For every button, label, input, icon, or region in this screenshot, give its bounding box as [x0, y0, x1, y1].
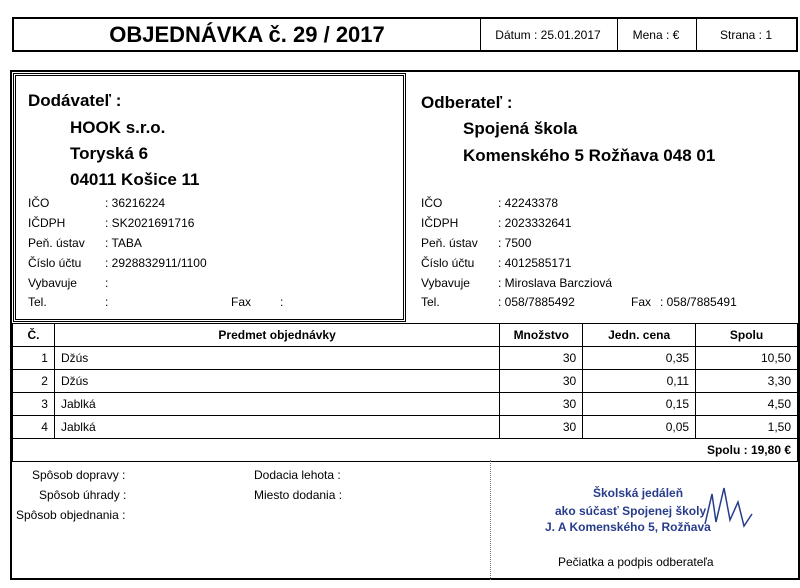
- order-items-table: [12, 323, 798, 462]
- row-number: 1: [13, 347, 55, 370]
- row-total: 10,50: [696, 347, 798, 370]
- table-row: [13, 370, 798, 393]
- customer-ico-label: IČO: [421, 196, 443, 210]
- ordering-label: Spôsob objednania :: [16, 508, 126, 522]
- row-quantity: 30: [500, 393, 583, 416]
- row-item: Džús: [54, 347, 499, 370]
- supplier-tel-value: :: [105, 295, 109, 309]
- handwritten-signature: [700, 484, 760, 534]
- stamp-line-3: J. A Komenského 5, Rožňava: [545, 520, 711, 534]
- delivery-place-label: Miesto dodania :: [254, 488, 343, 502]
- supplier-city: 04011 Košice 11: [70, 170, 200, 189]
- order-title: OBJEDNÁVKA č. 29 / 2017: [109, 21, 385, 47]
- col-total-header: Spolu: [696, 324, 798, 347]
- customer-account-value: : 4012585171: [498, 256, 572, 270]
- row-unit-price: 0,35: [583, 347, 696, 370]
- stamp-line-1: Školská jedáleň: [593, 486, 684, 500]
- supplier-contact-value: :: [105, 276, 109, 290]
- supplier-account-label: Číslo účtu: [28, 256, 82, 270]
- table-row: [13, 416, 798, 439]
- table-row: [13, 347, 798, 370]
- supplier-ico-label: IČO: [28, 196, 50, 210]
- customer-fax-value: : 058/7885491: [660, 295, 737, 309]
- customer-ico-value: : 42243378: [498, 196, 559, 210]
- col-unit-price-header: Jedn. cena: [583, 324, 696, 347]
- sum-row: [13, 439, 798, 462]
- supplier-ico-value: : 36216224: [105, 196, 166, 210]
- row-quantity: 30: [500, 347, 583, 370]
- col-quantity-header: Množstvo: [500, 324, 583, 347]
- supplier-bank-value: : TABA: [105, 236, 142, 250]
- document-header: [12, 17, 798, 52]
- customer-contact-value: : Miroslava Barcziová: [498, 276, 613, 290]
- order-currency: Mena : €: [632, 27, 680, 42]
- transport-label: Spôsob dopravy :: [32, 468, 126, 482]
- order-date: Dátum : 25.01.2017: [495, 27, 601, 42]
- customer-address: Komenského 5 Rožňava 048 01: [463, 146, 716, 165]
- stamp-line-2: ako súčasť Spojenej školy: [555, 504, 707, 518]
- row-unit-price: 0,11: [583, 370, 696, 393]
- supplier-bank-label: Peň. ústav: [28, 236, 85, 250]
- table-row: [13, 393, 798, 416]
- supplier-street: Toryská 6: [70, 144, 149, 163]
- row-number: 3: [13, 393, 55, 416]
- supplier-contact-label: Vybavuje: [28, 276, 77, 290]
- customer-contact-label: Vybavuje: [421, 276, 470, 290]
- signature-divider: [490, 460, 491, 580]
- row-unit-price: 0,15: [583, 393, 696, 416]
- order-sum: Spolu : 19,80 €: [13, 439, 798, 462]
- row-total: 1,50: [696, 416, 798, 439]
- table-header-row: [13, 324, 798, 347]
- customer-tel-value: : 058/7885492: [498, 295, 575, 309]
- signature-label: Pečiatka a podpis odberateľa: [558, 555, 714, 569]
- customer-icdph-value: : 2023332641: [498, 216, 572, 230]
- supplier-tel-label: Tel.: [28, 295, 47, 309]
- supplier-icdph-value: : SK2021691716: [105, 216, 195, 230]
- customer-bank-value: : 7500: [498, 236, 532, 250]
- row-total: 3,30: [696, 370, 798, 393]
- customer-fax-label: Fax: [631, 295, 652, 309]
- customer-tel-label: Tel.: [421, 295, 440, 309]
- row-total: 4,50: [696, 393, 798, 416]
- supplier-account-value: : 2928832911/1100: [105, 256, 207, 270]
- row-number: 2: [13, 370, 55, 393]
- customer-heading: Odberateľ :: [421, 93, 513, 112]
- customer-account-label: Číslo účtu: [421, 256, 475, 270]
- row-item: Džús: [54, 370, 499, 393]
- page-number: Strana : 1: [719, 27, 773, 42]
- supplier-icdph-label: IČDPH: [28, 216, 66, 230]
- supplier-heading: Dodávateľ :: [28, 91, 122, 110]
- col-number-header: Č.: [13, 324, 55, 347]
- row-quantity: 30: [500, 370, 583, 393]
- col-item-header: Predmet objednávky: [54, 324, 499, 347]
- customer-icdph-label: IČDPH: [421, 216, 459, 230]
- supplier-fax-label: Fax: [231, 295, 252, 309]
- payment-label: Spôsob úhrady :: [39, 488, 127, 502]
- supplier-fax-value: :: [280, 295, 284, 309]
- customer-name: Spojená škola: [463, 119, 578, 138]
- row-item: Jablká: [54, 416, 499, 439]
- supplier-name: HOOK s.r.o.: [70, 118, 166, 137]
- row-number: 4: [13, 416, 55, 439]
- row-unit-price: 0,05: [583, 416, 696, 439]
- row-item: Jablká: [54, 393, 499, 416]
- customer-bank-label: Peň. ústav: [421, 236, 478, 250]
- row-quantity: 30: [500, 416, 583, 439]
- delivery-time-label: Dodacia lehota :: [254, 468, 341, 482]
